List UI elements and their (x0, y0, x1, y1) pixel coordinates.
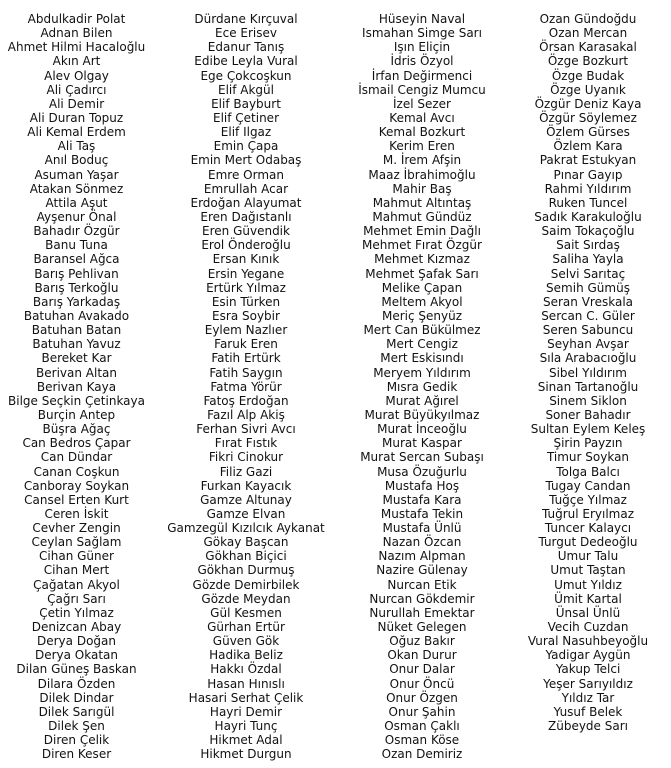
name-entry: Yakup Telci (555, 662, 621, 677)
name-entry: Fazıl Alp Akiş (207, 407, 285, 422)
name-entry: Ozan Mercan (548, 26, 628, 41)
name-entry: Mustafa Tekin (380, 506, 464, 521)
name-entry: Osman Çaklı (384, 719, 460, 734)
name-entry: Saim Tokaçoğlu (541, 224, 635, 239)
name-entry: Fırat Fıstık (214, 436, 278, 451)
name-entry: Ali Duran Topuz (29, 110, 124, 125)
name-entry: Nüket Gelegen (377, 620, 467, 635)
name-entry: Ersin Yegane (207, 266, 285, 281)
name-entry: Ozan Demiriz (381, 747, 463, 762)
name-entry: Özge Uyanık (550, 82, 626, 97)
name-entry: Edanur Tanış (207, 40, 285, 55)
name-entry: Filiz Gazi (219, 464, 273, 479)
name-entry: Fikri Cinokur (208, 450, 284, 465)
name-entry: İrfan Değirmenci (371, 68, 473, 83)
name-entry: Saliha Yayla (552, 252, 624, 267)
name-entry: Ertürk Yılmaz (206, 280, 286, 295)
name-entry: Özgür Deniz Kaya (534, 96, 642, 111)
name-entry: Selvi Sarıtaç (550, 266, 626, 281)
name-entry: Ersan Kınık (212, 252, 280, 267)
name-entry: Fatih Ertürk (211, 351, 281, 366)
name-entry: Umut Yıldız (554, 577, 622, 592)
name-entry: Tuncer Kalaycı (544, 521, 632, 536)
name-entry: Ümit Kartal (554, 591, 622, 606)
name-entry: Diren Çelik (43, 733, 110, 748)
name-entry: Oğuz Bakır (389, 634, 455, 649)
name-entry: Çağrı Sarı (47, 591, 106, 606)
name-entry: Ali Demir (48, 96, 105, 111)
name-entry: Hikmet Durgun (200, 747, 292, 762)
name-entry: Anıl Boduç (44, 153, 109, 168)
name-entry: Gül Kesmen (210, 605, 282, 620)
name-entry: Osman Köse (384, 733, 460, 748)
name-entry: Atakan Sönmez (29, 181, 124, 196)
name-entry: Baransel Ağca (33, 252, 120, 267)
name-entry: Eren Dağıstanlı (200, 209, 292, 224)
name-entry: Vural Nasuhbeyoğlu (527, 634, 649, 649)
name-entry: Murat Büyükyılmaz (364, 407, 480, 422)
name-entry: Mahir Baş (392, 181, 452, 196)
name-entry: Derya Okatan (34, 648, 119, 663)
name-entry: Fatoş Erdoğan (203, 393, 289, 408)
name-entry: Elif Çetiner (212, 110, 279, 125)
name-entry: Abdulkadir Polat (27, 12, 126, 26)
name-entry: Mert Eskisındı (380, 351, 464, 366)
name-entry: Melike Çapan (381, 280, 463, 295)
name-entry: Mahmut Altıntaş (372, 195, 472, 210)
name-entry: Cihan Güner (39, 549, 114, 564)
name-entry: Elif Ilgaz (220, 125, 272, 140)
name-entry: Ayşenur Önal (36, 209, 117, 224)
name-entry: Gamze Altunay (200, 492, 292, 507)
name-entry: Derya Doğan (37, 634, 116, 649)
name-entry: Alev Olgay (44, 68, 109, 83)
name-entry: Hadika Beliz (209, 648, 283, 663)
name-entry: Barış Pehlivan (34, 266, 119, 281)
name-entry: Ali Kemal Erdem (27, 125, 126, 140)
name-entry: Gürhan Ertür (207, 620, 285, 635)
name-entry: Timur Soykan (546, 450, 630, 465)
name-entry: Maaz İbrahimoğlu (368, 167, 476, 182)
name-entry: Tuğçe Yılmaz (549, 492, 627, 507)
name-entry: Esra Soybir (212, 308, 280, 323)
name-entry: Seyhan Avşar (547, 337, 629, 352)
name-entry: Cevher Zengin (32, 521, 121, 536)
name-entry: Mehmet Emin Dağlı (363, 224, 481, 239)
name-entry: Büşra Ağaç (42, 422, 111, 437)
name-entry: Özge Bozkurt (547, 54, 629, 69)
name-entry: Onur Şahin (388, 704, 456, 719)
name-column-3 (339, 12, 505, 764)
name-entry: Turgut Dedeoğlu (538, 535, 638, 550)
name-entry: Fatma Yörür (210, 379, 282, 394)
name-entry: Batuhan Yavuz (32, 337, 121, 352)
name-entry: Erdoğan Alayumat (190, 195, 302, 210)
name-entry: Kemal Bozkurt (378, 125, 466, 140)
name-entry: Kerim Eren (389, 139, 455, 154)
name-entry: Musa Özuğurlu (377, 464, 467, 479)
name-entry: Mustafa Kara (382, 492, 462, 507)
name-entry: Emin Mert Odabaş (190, 153, 302, 168)
name-entry: Özge Budak (551, 68, 625, 83)
name-column-2 (153, 12, 339, 764)
name-entry: Ahmet Hilmi Hacaloğlu (7, 40, 146, 55)
name-entry: Vecih Cuzdan (547, 620, 629, 635)
name-entry: Dilara Özden (37, 676, 116, 691)
name-entry: Ünsal Ünlü (555, 605, 621, 620)
name-column-4 (505, 12, 671, 764)
name-entry: Bahadır Özgür (33, 224, 120, 239)
name-entry: Özlem Gürses (546, 125, 630, 140)
name-entry: Gökay Başcan (203, 535, 289, 550)
name-entry: Gökhan Biçici (205, 549, 287, 564)
name-entry: Dilan Güneş Baskan (16, 662, 137, 677)
name-entry: İdris Özyol (390, 54, 454, 69)
name-entry: Eylem Nazlıer (204, 323, 288, 338)
name-entry: Edibe Leyla Vural (194, 54, 298, 69)
name-entry: Çetin Yılmaz (39, 605, 114, 620)
name-entry: Hayri Tunç (214, 719, 278, 734)
name-entry: Diren Keser (41, 747, 112, 762)
name-entry: Cihan Mert (43, 563, 110, 578)
name-entry: Emin Çapa (213, 139, 279, 154)
name-entry: Erol Önderoğlu (201, 238, 291, 253)
name-entry: Yıldız Tar (561, 690, 615, 705)
name-entry: Ece Erisev (215, 26, 277, 41)
name-entry: Seren Sabuncu (542, 323, 634, 338)
name-entry: Elif Bayburt (211, 96, 281, 111)
name-entry: Meltem Akyol (381, 294, 463, 309)
name-entry: Okan Durur (387, 648, 457, 663)
name-entry: Mert Cengiz (386, 337, 458, 352)
name-entry: Pakrat Estukyan (539, 153, 637, 168)
name-entry: Semih Gümüş (546, 280, 630, 295)
name-entry: Barış Yarkadaş (32, 294, 121, 309)
name-entry: Murat Ağırel (385, 393, 459, 408)
name-entry: Murat Sercan Subaşı (360, 450, 484, 465)
name-entry: Elif Akgül (217, 82, 274, 97)
name-entry: Sadık Karakuloğlu (534, 209, 642, 224)
name-entry: Faruk Eren (214, 337, 278, 352)
name-entry: Ozan Gündoğdu (539, 12, 637, 26)
name-entry: Eren Güvendik (202, 224, 290, 239)
name-entry: Fatih Saygın (209, 365, 283, 380)
name-entry: Denizcan Abay (31, 620, 122, 635)
name-entry: Akın Art (52, 54, 101, 69)
name-entry: Mehmet Kızmaz (374, 252, 470, 267)
name-entry: Emrullah Acar (203, 181, 289, 196)
name-entry: Nurcan Gökdemir (369, 591, 475, 606)
name-entry: Can Dündar (40, 450, 113, 465)
name-entry: Nazım Alpman (378, 549, 466, 564)
name-entry: Sibel Yıldırım (548, 365, 627, 380)
name-entry: Nazire Gülenay (376, 563, 468, 578)
name-entry: M. İrem Afşin (382, 153, 462, 168)
name-entry: Çağatan Akyol (33, 577, 120, 592)
name-entry: Yeşer Sarıyıldız (543, 676, 633, 691)
name-entry: Zübeyde Sarı (548, 719, 628, 734)
name-entry: Ferhan Sivri Avcı (196, 422, 296, 437)
name-entry: Emre Orman (208, 167, 284, 182)
name-list (0, 12, 671, 764)
name-entry: Canboray Soykan (23, 478, 130, 493)
name-entry: Ruken Tuncel (548, 195, 628, 210)
name-entry: Hasan Hınıslı (207, 676, 285, 691)
name-column-1 (0, 12, 153, 764)
name-entry: Murat İnceoğlu (377, 422, 467, 437)
name-entry: Bilge Seçkin Çetinkaya (8, 393, 145, 408)
name-entry: Seran Vreskala (543, 294, 633, 309)
name-entry: Sıla Arabacıoğlu (539, 351, 637, 366)
name-entry: Güven Gök (212, 634, 280, 649)
name-entry: Berivan Kaya (36, 379, 117, 394)
name-entry: Hikmet Adal (209, 733, 283, 748)
name-entry: Onur Öncü (389, 676, 455, 691)
name-entry: Tuğrul Eryılmaz (541, 506, 635, 521)
name-entry: Tugay Candan (545, 478, 631, 493)
name-entry: Soner Bahadır (545, 407, 631, 422)
name-entry: Adnan Bilen (40, 26, 113, 41)
name-entry: Sultan Eylem Keleş (530, 422, 646, 437)
name-entry: Ali Taş (57, 139, 96, 154)
name-entry: Nurcan Etik (387, 577, 457, 592)
name-entry: Mehmet Fırat Özgür (362, 238, 482, 253)
name-entry: Nurullah Emektar (369, 605, 475, 620)
name-entry: Mehmet Şafak Sarı (365, 266, 479, 281)
name-entry: Berivan Altan (36, 365, 117, 380)
name-entry: Sinan Tartanoğlu (537, 379, 639, 394)
name-entry: Canan Coşkun (33, 464, 120, 479)
name-entry: Hakkı Özdal (210, 662, 282, 677)
name-entry: Gökhan Durmuş (197, 563, 295, 578)
name-entry: Kemal Avcı (389, 110, 455, 125)
name-entry: Örsan Karasakal (539, 40, 637, 55)
name-entry: Rahmi Yıldırım (544, 181, 632, 196)
name-entry: Asuman Yaşar (34, 167, 119, 182)
name-entry: Ege Çokcoşkun (200, 68, 292, 83)
name-entry: Banu Tuna (45, 238, 108, 253)
name-entry: Yusuf Belek (553, 704, 623, 719)
name-entry: Dilek Dindar (39, 690, 114, 705)
name-entry: Sercan C. Güler (541, 308, 635, 323)
name-entry: Dilek Sarıgül (38, 704, 115, 719)
name-entry: Umur Talu (557, 549, 619, 564)
name-entry: Murat Kaspar (382, 436, 462, 451)
name-entry: Cansel Erten Kurt (24, 492, 129, 507)
name-entry: Tolga Balcı (556, 464, 620, 479)
name-entry: Pınar Gayıp (553, 167, 623, 182)
name-entry: Burçin Antep (37, 407, 116, 422)
name-entry: Bereket Kar (41, 351, 112, 366)
name-entry: Mahmut Gündüz (372, 209, 472, 224)
name-entry: Hayri Demir (209, 704, 283, 719)
name-entry: Mustafa Hoş (384, 478, 460, 493)
name-entry: Özgür Söylemez (539, 110, 637, 125)
name-entry: Meriç Şenyüz (381, 308, 463, 323)
name-entry: Umut Taştan (550, 563, 626, 578)
name-entry: Mert Can Bükülmez (363, 323, 481, 338)
name-entry: Gamze Elvan (206, 506, 286, 521)
name-entry: Dilek Şen (48, 719, 105, 734)
name-entry: Ali Çadırcı (46, 82, 107, 97)
name-entry: İsmail Cengiz Mumcu (358, 82, 486, 97)
name-entry: Esin Türken (211, 294, 281, 309)
name-entry: Şirin Payzın (553, 436, 623, 451)
name-entry: Sinem Siklon (549, 393, 627, 408)
name-entry: Onur Dalar (389, 662, 455, 677)
name-entry: Hüseyin Naval (378, 12, 466, 26)
name-entry: Gamzegül Kızılcık Aykanat (167, 521, 325, 536)
name-entry: Nazan Özcan (382, 535, 462, 550)
name-entry: Işın Eliçin (393, 40, 451, 55)
name-entry: İzel Sezer (393, 96, 451, 111)
name-entry: Furkan Kayacık (200, 478, 292, 493)
name-entry: Dürdane Kırçuval (194, 12, 298, 26)
name-entry: Yadigar Aygün (545, 648, 631, 663)
name-entry: Özlem Kara (553, 139, 623, 154)
name-entry: Gözde Meydan (201, 591, 291, 606)
name-entry: Meryem Yıldırım (373, 365, 471, 380)
name-entry: Can Bedros Çapar (22, 436, 131, 451)
name-entry: Attila Aşut (45, 195, 108, 210)
name-entry: Onur Özgen (386, 690, 458, 705)
name-entry: Ceylan Sağlam (31, 535, 122, 550)
name-entry: Ismahan Simge Sarı (362, 26, 482, 41)
name-entry: Ceren İskit (44, 506, 109, 521)
name-entry: Hasari Serhat Çelik (188, 690, 304, 705)
name-entry: Gözde Demirbilek (192, 577, 300, 592)
name-entry: Batuhan Avakado (23, 308, 130, 323)
name-entry: Sait Sırdaş (556, 238, 620, 253)
name-entry: Barış Terkoğlu (34, 280, 119, 295)
name-entry: Batuhan Batan (31, 323, 122, 338)
name-entry: Mustafa Ünlü (382, 521, 462, 536)
name-entry: Mısra Gedik (386, 379, 458, 394)
